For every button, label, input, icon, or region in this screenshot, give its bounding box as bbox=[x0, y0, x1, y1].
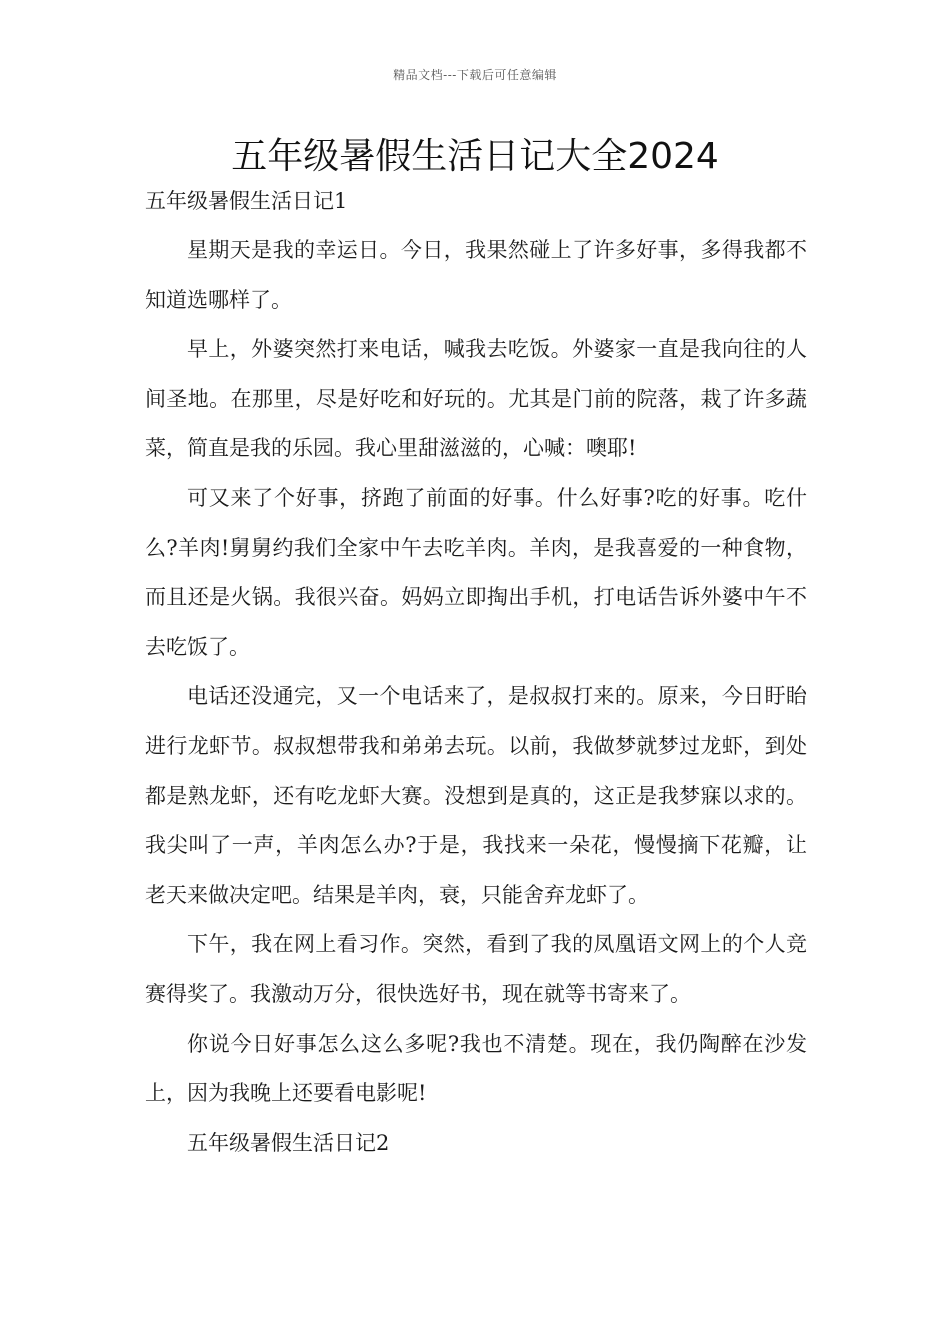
section-heading-2: 五年级暑假生活日记2 bbox=[187, 1130, 390, 1155]
paragraph: 可又来了个好事，挤跑了前面的好事。什么好事?吃的好事。吃什么?羊肉!舅舅约我们全家中午去吃羊肉。羊肉，是我喜爱的一种食物，而且还是火锅。我很兴奋。妈妈立即掏出手机，打电话告诉外婆中午不去吃饭了。 bbox=[145, 485, 807, 659]
paragraph: 电话还没通完，又一个电话来了，是叔叔打来的。原来，今日盱眙进行龙虾节。叔叔想带我和弟弟去玩。以前，我做梦就梦过龙虾，到处都是熟龙虾，还有吃龙虾大赛。没想到是真的，这正是我梦寐以求的。我尖叫了一声，羊肉怎么办?于是，我找来一朵花，慢慢摘下花瓣，让老天来做决定吧。结果是羊肉，衰，只能舍弃龙虾了。 bbox=[145, 684, 807, 907]
section-heading-1: 五年级暑假生活日记1 bbox=[145, 189, 348, 213]
document-title: 五年级暑假生活日记大全2024 bbox=[231, 136, 719, 177]
paragraph: 早上，外婆突然打来电话，喊我去吃饭。外婆家一直是我向往的人间圣地。在那里，尽是好吃和好玩的。尤其是门前的院落，栽了许多蔬菜，简直是我的乐园。我心里甜滋滋的，心喊：噢耶! bbox=[145, 337, 807, 461]
paragraph: 下午，我在网上看习作。突然，看到了我的凤凰语文网上的个人竞赛得奖了。我激动万分，很快选好书，现在就等书寄来了。 bbox=[145, 932, 807, 1006]
paragraph: 你说今日好事怎么这么多呢?我也不清楚。现在，我仍陶醉在沙发上，因为我晚上还要看电影呢! bbox=[145, 1031, 807, 1106]
paragraph: 星期天是我的幸运日。今日，我果然碰上了许多好事，多得我都不知道选哪样了。 bbox=[145, 238, 807, 312]
header-note: 精品文档---下载后可任意编辑 bbox=[393, 68, 557, 82]
document-body bbox=[145, 182, 807, 1168]
